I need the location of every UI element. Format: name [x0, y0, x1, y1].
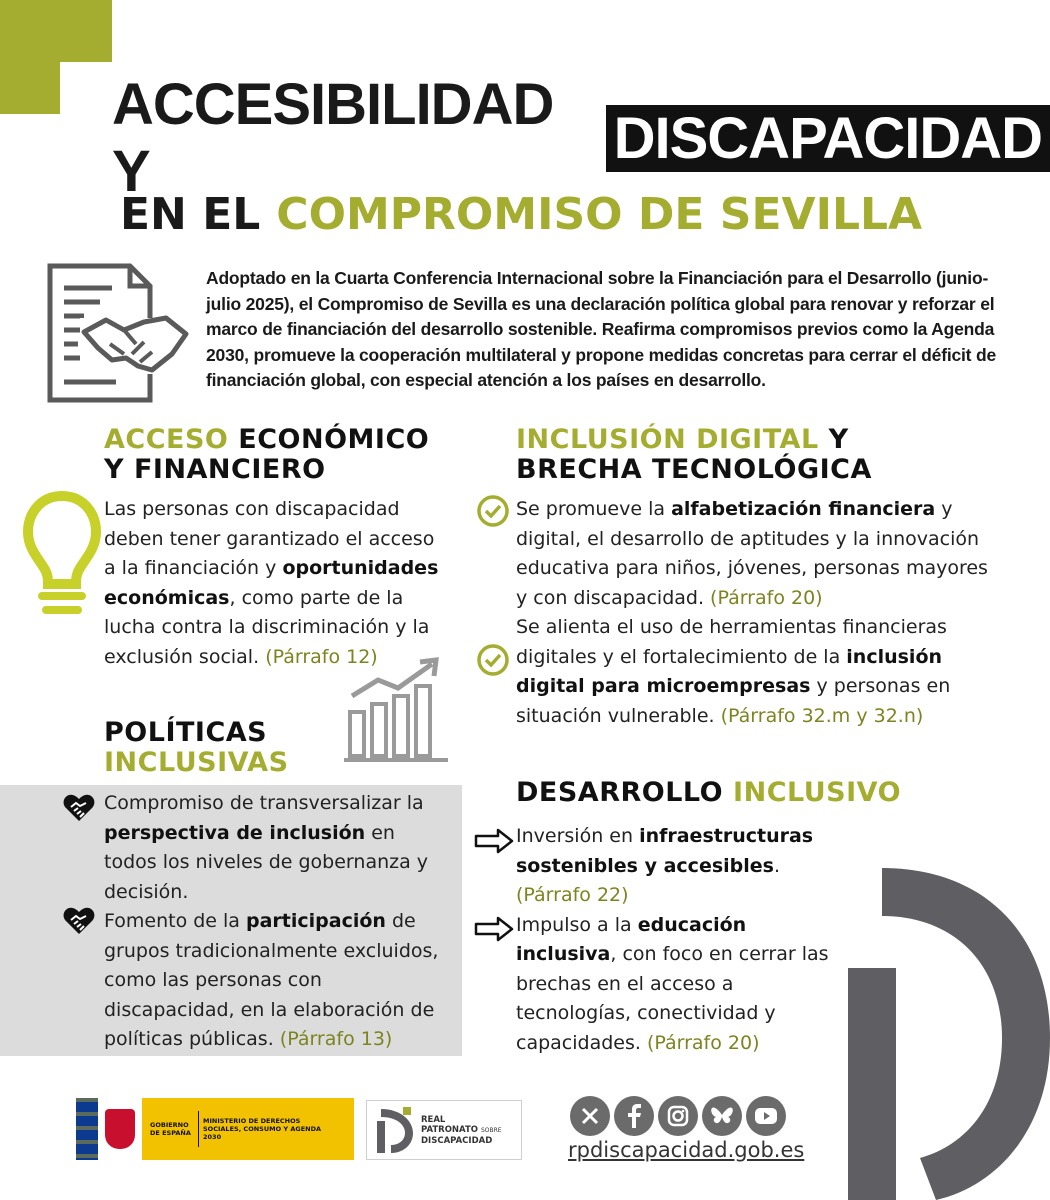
gov-label: GOBIERNO DE ESPAÑA [150, 1121, 191, 1137]
intro-paragraph: Adoptado en la Cuarta Conferencia Internacional sobre la Financiación para el Desarrollo (junio-julio 2025), el Compromiso de Sevilla es una declaración política global para renovar y reforzar el marco de financiación del desarrollo sostenible. Reafirma compromisos previos como la Agenda 2030, promueve la cooperación multilateral y propone medidas concretas para cerrar el déficit de financiación global, con especial atención a los países en desarrollo. [206, 268, 996, 390]
section-heading-politicas [104, 718, 424, 778]
heart-handshake-icon [62, 906, 96, 936]
ministry-label: MINISTERIO DE DERECHOS SOCIALES, CONSUMO Y AGENDA 2030 [203, 1117, 322, 1141]
rp-line2: PATRONATO [421, 1124, 478, 1135]
item-text: de grupos tradicionalmente excluidos, como las personas con discapacidad, en la elaboración de políticas públicas. [104, 910, 439, 1050]
corner-accent-block [0, 0, 112, 62]
check-circle-icon [476, 643, 510, 677]
lightbulb-icon [22, 488, 102, 618]
desarrollo-list [516, 822, 836, 1058]
item-text: Inversión en [516, 825, 634, 847]
item-text: Compromiso de transversalizar la [104, 792, 424, 814]
acceso-heading-green: ACCESO [104, 424, 229, 455]
eu-flag-icon [76, 1098, 98, 1160]
title-part2-highlight: DISCAPACIDAD [606, 105, 1050, 172]
page-subtitle [120, 184, 922, 244]
digital-heading-green: INCLUSIÓN DIGITAL [516, 424, 819, 455]
item-bold: infraestructuras sostenibles y accesibles [516, 825, 814, 877]
list-item [104, 789, 449, 907]
item-ref: (Párrafo 20) [646, 1031, 760, 1054]
item-bold: alfabetización financiera [671, 498, 936, 520]
item-ref: (Párrafo 32.m y 32.n) [720, 704, 924, 727]
acceso-bold: oportunidades económicas [104, 557, 439, 609]
item-bold: participación [246, 910, 386, 932]
item-text: y personas en situación vulnerable. [516, 675, 951, 727]
real-patronato-logo [366, 1100, 522, 1160]
rp-label [421, 1115, 502, 1146]
acceso-ref: (Párrafo 12) [265, 645, 378, 668]
politicas-heading-line2: INCLUSIVAS [104, 747, 289, 778]
section-heading-digital [516, 425, 936, 485]
gobierno-logo [76, 1098, 354, 1160]
item-text: y digital, el desarrollo de aptitudes y la innovación educativa para niños, jóvenes, personas mayores y con discapacidad. [516, 498, 988, 609]
social-icons [570, 1096, 786, 1136]
document-handshake-icon [40, 258, 190, 408]
acceso-text1: Las personas con discapacidad deben tener garantizado el acceso a la financiación y [104, 498, 435, 579]
youtube-icon[interactable] [746, 1096, 786, 1136]
digital-heading-rest2: BRECHA TECNOLÓGICA [516, 454, 872, 485]
rp-sobre: SOBRE [480, 1126, 502, 1134]
digital-list [516, 495, 996, 731]
item-text: Impulso a la [516, 913, 632, 936]
list-item [104, 907, 449, 1055]
item-text: Se alienta el uso de herramientas financieras digitales y el fortalecimiento de la [516, 616, 947, 668]
arrow-right-icon [474, 828, 514, 854]
subtitle-part1: EN EL [120, 188, 261, 240]
decorative-d-shape [848, 868, 1050, 1200]
item-ref: (Párrafo 20) [710, 586, 823, 609]
rp-d-logo-icon [373, 1105, 417, 1155]
item-bold: perspectiva de inclusión [104, 821, 366, 844]
corner-accent-block-lower [0, 62, 60, 114]
politicas-heading-line1: POLÍTICAS [104, 717, 268, 748]
acceso-heading-rest2: Y FINANCIERO [104, 454, 326, 485]
item-text: . [773, 854, 781, 877]
item-bold: inclusión digital para microempresas [516, 645, 943, 697]
item-ref: (Párrafo 22) [516, 884, 629, 906]
item-text: Fomento de la [104, 910, 240, 932]
digital-heading-rest1: Y [828, 424, 849, 455]
item-ref: (Párrafo 13) [279, 1028, 393, 1050]
facebook-icon[interactable] [614, 1096, 654, 1136]
title-part1: ACCESIBILIDAD Y [112, 72, 554, 204]
website-link[interactable]: rpdiscapacidad.gob.es [568, 1138, 805, 1162]
rp-line1: REAL [421, 1114, 446, 1125]
desarrollo-heading-dark: DESARROLLO [516, 777, 724, 808]
desarrollo-heading-green: INCLUSIVO [733, 777, 902, 808]
item-text: , con foco en cerrar las brechas en el acceso a tecnologías, conectividad y capacidades. [516, 943, 829, 1054]
acceso-heading-rest1: ECONÓMICO [238, 424, 430, 455]
check-circle-icon [476, 494, 510, 528]
x-icon[interactable] [570, 1096, 610, 1136]
list-item [516, 495, 996, 613]
instagram-icon[interactable] [658, 1096, 698, 1136]
acceso-body [104, 495, 444, 672]
item-text: en todos los niveles de gobernanza y decisión. [104, 821, 429, 903]
list-item [516, 613, 996, 731]
list-item [516, 822, 836, 911]
section-heading-acceso [104, 425, 484, 485]
politicas-list [104, 789, 449, 1055]
acceso-text2: , como parte de la lucha contra la discriminación y la exclusión social. [104, 586, 430, 668]
list-item [516, 911, 836, 1059]
rp-line3: DISCAPACIDAD [421, 1135, 493, 1146]
bluesky-icon[interactable] [702, 1096, 742, 1136]
heart-handshake-icon [62, 793, 96, 823]
item-bold: educación inclusiva [516, 913, 747, 965]
coat-of-arms-icon [98, 1098, 142, 1160]
page-title [112, 72, 1050, 204]
item-text: Se promueve la [516, 498, 666, 520]
arrow-right-icon [474, 916, 514, 942]
subtitle-part2: COMPROMISO DE SEVILLA [276, 188, 923, 240]
section-heading-desarrollo [516, 778, 956, 808]
